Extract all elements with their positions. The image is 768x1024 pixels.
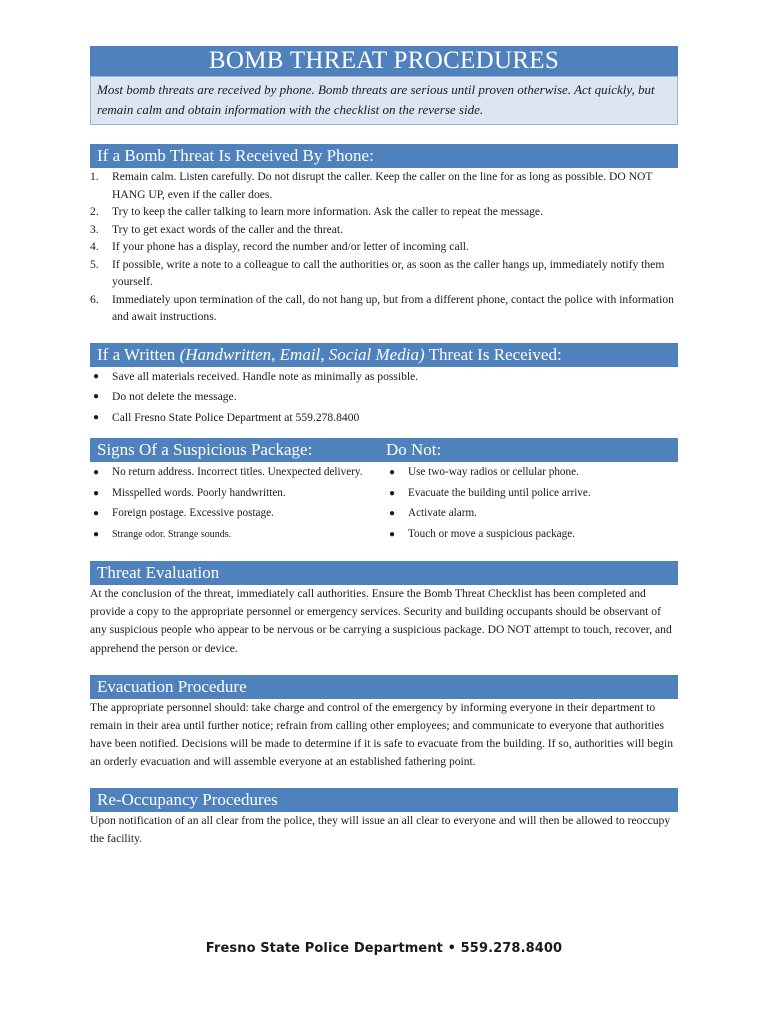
reoccupancy-heading: Re-Occupancy Procedures	[90, 788, 678, 812]
list-item: ● Strange odor. Strange sounds.	[90, 526, 386, 543]
written-section-heading: If a Written (Handwritten, Email, Social Media) Threat Is Received:	[90, 343, 678, 367]
phone-step: 2. Try to keep the caller talking to learn more information. Ask the caller to repeat the message.	[90, 205, 543, 218]
bullet-icon: ●	[389, 467, 396, 478]
list-item: ● Use two-way radios or cellular phone.	[386, 464, 678, 481]
evacuation-text: The appropriate personnel should: take charge and control of the emergency by informing everyone in their department to remain in their area until further notice; refrain from calling other employees; and communicate to everyone that authorities have been notified. Decisions will be made to determine if it is safe to evacuate from the building. If so, authorities will begin an orderly evacuation and will assemble everyone at an established fathering point.	[90, 700, 674, 769]
phone-section-heading: If a Bomb Threat Is Received By Phone:	[90, 144, 678, 168]
list-item: ● Misspelled words. Poorly handwritten.	[90, 485, 386, 502]
phone-step: 6. Immediately upon termination of the call, do not hang up, but from a different phone, contact the police with information and await instructions.	[90, 292, 674, 323]
phone-steps-list	[90, 168, 678, 326]
reoccupancy-text: Upon notification of an all clear from the police, they will issue an all clear to everyone and will then be allowed to reoccupy the facility.	[90, 813, 671, 845]
evaluation-heading: Threat Evaluation	[90, 561, 678, 585]
bullet-icon: ●	[93, 370, 100, 382]
bullet-icon: ●	[93, 508, 100, 519]
evaluation-text: At the conclusion of the threat, immediately call authorities. Ensure the Bomb Threat Checklist has been completed and provide a copy to the appropriate personnel or emergency services. Security and building occupants should be observant of any suspicious people who appear to be nervous or be carrying a suspicious package. DO NOT attempt to touch, recover, and apprehend the person or device.	[90, 587, 672, 655]
list-item: ● Touch or move a suspicious package.	[386, 526, 678, 543]
list-item: ● Do not delete the message.	[93, 390, 237, 403]
phone-step: 3. Try to get exact words of the caller and the threat.	[90, 222, 344, 236]
do-not-heading: Do Not:	[386, 440, 442, 459]
bullet-icon: ●	[93, 467, 100, 478]
list-item: ● Call Fresno State Police Department at 559.278.8400	[93, 410, 360, 424]
bullet-icon: ●	[389, 508, 396, 519]
do-not-list	[386, 464, 678, 546]
list-item: ● Activate alarm.	[386, 505, 678, 522]
bullet-icon: ●	[93, 411, 100, 423]
phone-step: 1. Remain calm. Listen carefully. Do not disrupt the caller. Keep the caller on the line for as long as possible. DO NOT HANG UP, even if the caller does.	[90, 170, 653, 201]
bullet-icon: ●	[93, 528, 100, 540]
suspicious-package-list	[90, 464, 386, 546]
footer-contact: Fresno State Police Department • 559.278.8400	[205, 941, 563, 956]
phone-step: 4. If your phone has a display, record the number and/or letter of incoming call.	[90, 240, 469, 253]
procedures-page	[90, 46, 678, 848]
bullet-icon: ●	[389, 487, 396, 499]
package-columns	[90, 464, 678, 546]
intro-box: Most bomb threats are received by phone. Bomb threats are serious until proven otherwise. Act quickly, but remain calm and obtain information with the checklist on the reverse side.	[90, 76, 678, 125]
page-title: BOMB THREAT PROCEDURES	[90, 46, 678, 76]
package-section-heading	[90, 438, 678, 462]
bullet-icon: ●	[389, 528, 396, 540]
list-item: ● Foreign postage. Excessive postage.	[90, 505, 386, 522]
evacuation-heading: Evacuation Procedure	[90, 675, 678, 699]
suspicious-package-heading: Signs Of a Suspicious Package:	[97, 440, 313, 459]
phone-step: 5. If possible, write a note to a colleague to call the authorities or, as soon as the caller hangs up, immediately notify them yourself.	[90, 257, 665, 288]
list-item: ● No return address. Incorrect titles. Unexpected delivery.	[90, 464, 386, 481]
bullet-icon: ●	[93, 391, 100, 402]
list-item: ● Save all materials received. Handle note as minimally as possible.	[93, 369, 419, 383]
bullet-icon: ●	[93, 487, 100, 499]
list-item: ● Evacuate the building until police arrive.	[386, 485, 678, 502]
written-list	[90, 368, 678, 426]
